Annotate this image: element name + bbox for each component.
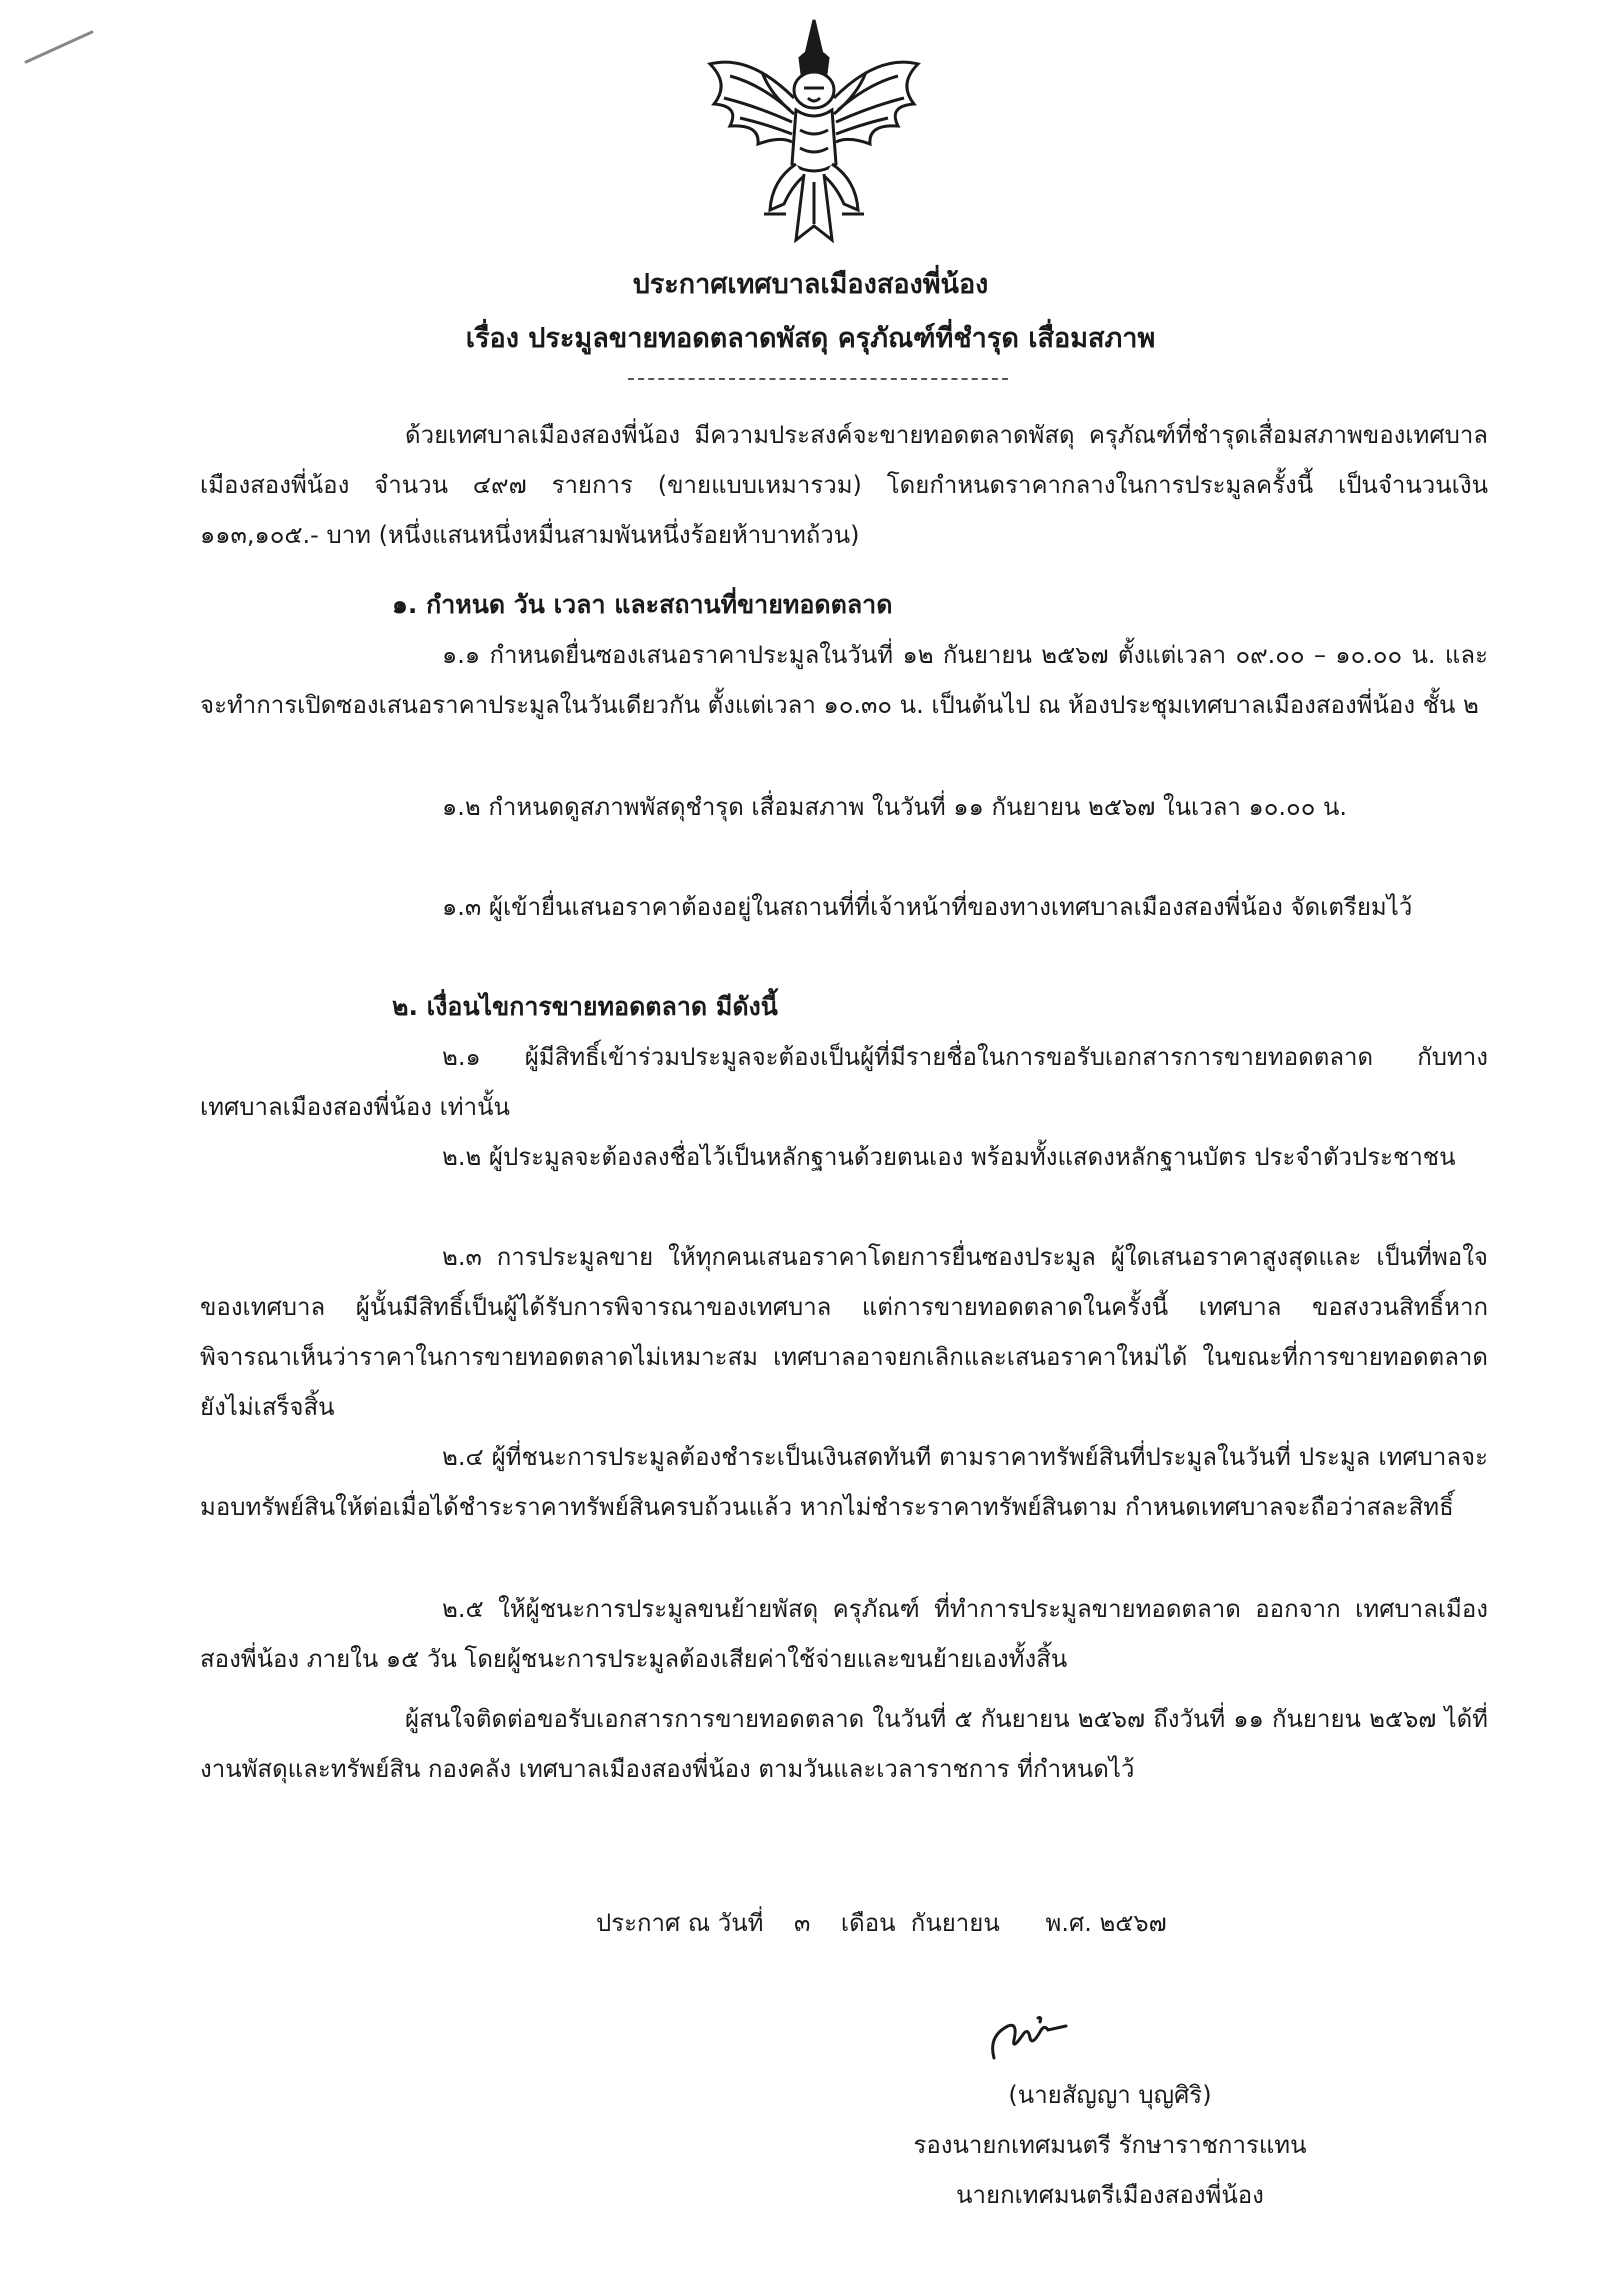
pen-mark [22,28,102,68]
item-2-1 [200,1032,1488,1132]
item-text: ๑.๒ กำหนดดูสภาพพัสดุชำรุด เสื่อมสภาพ ในวันที่ ๑๑ กันยายน ๒๕๖๗ ในเวลา ๑๐.๐๐ น. [442,793,1348,821]
item-1-3 [200,882,1488,932]
item-text: ๑.๑ กำหนดยื่นซองเสนอราคาประมูลในวันที่ ๑๒ กันยายน ๒๕๖๗ ตั้งแต่เวลา ๐๙.๐๐ – ๑๐.๐๐ น. และจะทำการเปิดซองเสนอราคาประมูลในวันเดียวกัน ตั้งแต่เวลา ๑๐.๓๐ น. เป็นต้นไป ณ ห้องประชุมเทศบาลเมืองสองพี่น้อง ชั้น ๒ [200,641,1488,719]
title-divider [628,378,1008,380]
proclamation-date: ประกาศ ณ วันที่ ๓ เดือน กันยายน พ.ศ. ๒๕๖๗ [596,1909,1167,1937]
item-text: ๑.๓ ผู้เข้ายื่นเสนอราคาต้องอยู่ในสถานที่ที่เจ้าหน้าที่ของทางเทศบาลเมืองสองพี่น้อง จัดเตรียมไว้ [442,893,1413,921]
item-2-2 [200,1132,1488,1182]
item-text: ๒.๑ ผู้มีสิทธิ์เข้าร่วมประมูลจะต้องเป็นผู้ที่มีรายชื่อในการขอรับเอกสารการขายทอดตลาด กับทางเทศบาลเมืองสองพี่น้อง เท่านั้น [200,1043,1488,1121]
announcement-title: ประกาศเทศบาลเมืองสองพี่น้อง [632,269,989,300]
item-1-2 [200,782,1488,832]
intro-text: ด้วยเทศบาลเมืองสองพี่น้อง มีความประสงค์จะขายทอดตลาดพัสดุ ครุภัณฑ์ที่ชำรุดเสื่อมสภาพของเทศบาลเมืองสองพี่น้อง จำนวน ๔๙๗ รายการ (ขายแบบเหมารวม) โดยกำหนดราคากลางในการประมูลครั้งนี้ เป็นจำนวนเงิน ๑๑๓,๑๐๕.- บาท (หนึ่งแสนหนึ่งหมื่นสามพันหนึ่งร้อยห้าบาทถ้วน) [200,421,1488,549]
item-1-1 [200,630,1488,730]
announcement-subject: เรื่อง ประมูลขายทอดตลาดพัสดุ ครุภัณฑ์ที่ชำรุด เสื่อมสภาพ [465,323,1156,354]
item-text: ๒.๒ ผู้ประมูลจะต้องลงชื่อไว้เป็นหลักฐานด้วยตนเอง พร้อมทั้งแสดงหลักฐานบัตร ประจำตัวประชาชน [442,1143,1456,1171]
signer-position: รองนายกเทศมนตรี รักษาราชการแทน [913,2131,1307,2159]
contact-text: ผู้สนใจติดต่อขอรับเอกสารการขายทอดตลาด ในวันที่ ๕ กันยายน ๒๕๖๗ ถึงวันที่ ๑๑ กันยายน ๒๕๖๗ ได้ที่งานพัสดุและทรัพย์สิน กองคลัง เทศบาลเมืองสองพี่น้อง ตามวันและเวลาราชการ ที่กำหนดไว้ [200,1705,1488,1783]
signer-position-2: นายกเทศมนตรีเมืองสองพี่น้อง [956,2181,1264,2209]
signer-name: (นายสัญญา บุญศิริ) [1008,2081,1212,2109]
handwritten-signature-icon [978,1996,1078,2066]
item-text: ๒.๓ การประมูลขาย ให้ทุกคนเสนอราคาโดยการยื่นซองประมูล ผู้ใดเสนอราคาสูงสุดและ เป็นที่พอใจของเทศบาล ผู้นั้นมีสิทธิ์เป็นผู้ได้รับการพิจารณาของเทศบาล แต่การขายทอดตลาดในครั้งนี้ เทศบาล ขอสงวนสิทธิ์หากพิจารณาเห็นว่าราคาในการขายทอดตลาดไม่เหมาะสม เทศบาลอาจยกเลิกและเสนอราคาใหม่ได้ ในขณะที่การขายทอดตลาดยังไม่เสร็จสิ้น [200,1243,1488,1421]
item-text: ๒.๔ ผู้ที่ชนะการประมูลต้องชำระเป็นเงินสดทันที ตามราคาทรัพย์สินที่ประมูลในวันที่ ประมูล เทศบาลจะมอบทรัพย์สินให้ต่อเมื่อได้ชำระราคาทรัพย์สินครบถ้วนแล้ว หากไม่ชำระราคาทรัพย์สินตาม กำหนดเทศบาลจะถือว่าสละสิทธิ์ [200,1443,1488,1521]
item-2-5 [200,1584,1488,1684]
section-1-heading: ๑. กำหนด วัน เวลา และสถานที่ขายทอดตลาด [392,590,893,619]
item-2-3 [200,1232,1488,1432]
section-2-heading: ๒. เงื่อนไขการขายทอดตลาด มีดังนี้ [392,992,778,1021]
item-2-4 [200,1432,1488,1532]
intro-paragraph [200,410,1488,560]
garuda-emblem-icon [700,14,928,250]
contact-paragraph [200,1694,1488,1794]
item-text: ๒.๕ ให้ผู้ชนะการประมูลขนย้ายพัสดุ ครุภัณฑ์ ที่ทำการประมูลขายทอดตลาด ออกจาก เทศบาลเมืองสองพี่น้อง ภายใน ๑๕ วัน โดยผู้ชนะการประมูลต้องเสียค่าใช้จ่ายและขนย้ายเองทั้งสิ้น [200,1595,1488,1673]
